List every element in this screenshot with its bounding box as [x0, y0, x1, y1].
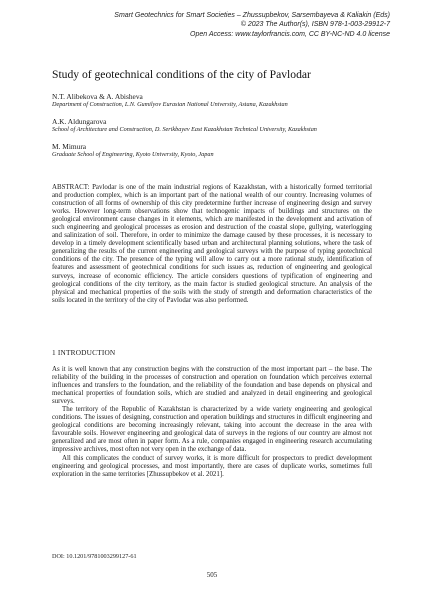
author-names: N.T. Alibekova & A. Abisheva	[52, 92, 143, 101]
introduction-body	[52, 366, 372, 479]
abstract	[52, 184, 372, 305]
author-block	[52, 92, 392, 109]
author-names: M. Mimura	[52, 142, 87, 151]
author-affiliation: Graduate School of Engineering, Kyoto University, Kyoto, Japan	[52, 151, 214, 158]
intro-paragraph-3: All this complicates the conduct of survey works, it is more difficult for prospectors to predict development engineering and geological processes, and most importantly, there are cases of duplicate works, sometimes full exploration in the same territories [Zhussupbekov et al. 2021].	[52, 454, 372, 478]
publication-header	[114, 11, 390, 39]
author-list	[52, 92, 392, 167]
author-affiliation: Department of Construction, L.N. Gumilyov Eurasian National University, Astana, Kazakhstan	[52, 101, 288, 108]
page-number: 505	[206, 571, 218, 579]
section-heading: 1 INTRODUCTION	[52, 348, 116, 357]
header-line-2: © 2023 The Author(s), ISBN 978-1-003-29912-7	[240, 21, 390, 29]
intro-paragraph-2: The territory of the Republic of Kazakhstan is characterized by a wide variety engineering and geological conditions. The issues of designing, construction and operation buildings and structures in difficult engineering and geological conditions are becoming increasingly relevant, taking into account the decrease in the area with favourable soils. However engineering and geological data of surveys in the regions of our country are almost not generalized and are most often in paper form. As a rule, companies engaged in engineering research accumulating impressive archives, most often not very open in the exchange of data.	[52, 406, 372, 454]
doi-line: DOI: 10.1201/9781003299127-61	[52, 553, 137, 560]
paper-title: Study of geotechnical conditions of the city of Pavlodar	[52, 68, 311, 81]
author-names: A.K. Aldungarova	[52, 117, 107, 126]
header-line-3: Open Access: www.taylorfrancis.com, CC BY-NC-ND 4.0 license	[190, 30, 390, 38]
abstract-label: ABSTRACT:	[52, 184, 90, 191]
intro-paragraph-1: As it is well known that any construction begins with the construction of the most important part – the base. The reliability of the building in the processes of construction and operation on foundation which perceives external influences and transfers to the foundation, and the reliability of the foundation and base depends on physical and mechanical properties of foundation soils, which are studied and analyzed in detail engineering and geological surveys.	[52, 366, 372, 406]
author-block	[52, 142, 392, 159]
header-line-1: Smart Geotechnics for Smart Societies – Zhussupbekov, Sarsembayeva & Kaliakin (Eds)	[114, 12, 390, 19]
author-affiliation: School of Architecture and Construction, D. Serikbayev East Kazakhstan Technical University, Kazakhstan	[52, 126, 317, 133]
author-block	[52, 117, 392, 134]
abstract-text: Pavlodar is one of the main industrial regions of Kazakhstan, with a historically formed territorial and production complex, which is an important part of the national wealth of our country. Increasing volumes of construction of all forms of ownership of this city predetermine further increase of engineering design and survey works. However long-term observations show that technogenic impacts of buildings and structures on the geological environment cause changes in it elements, which are manifested in the development and activation of such engineering and geological processes as erosion and destruction of the coastal slope, gullying, waterlogging and salinization of soil. Therefore, in order to minimize the damage caused by these processes, it is necessary to develop in a timely development scientifically based urban and architectural planning solutions, where the task of generalizing the results of the current engineering and geological surveys with the purpose of typing geotechnical conditions of the city. The presence of the typing will allow to carry out a more rational study, identification of features and assessment of geotechnical conditions for such issues as, reduction of engineering and geological surveys, increase of economic efficiency. The article considers questions of typification of engineering and geological conditions of the city territory, as the main factor is studied geological structure. An analysis of the physical and mechanical properties of the soils with the study of strength and deformation characteristics of the soils located in the territory of the city of Pavlodar was also performed.	[52, 184, 372, 304]
